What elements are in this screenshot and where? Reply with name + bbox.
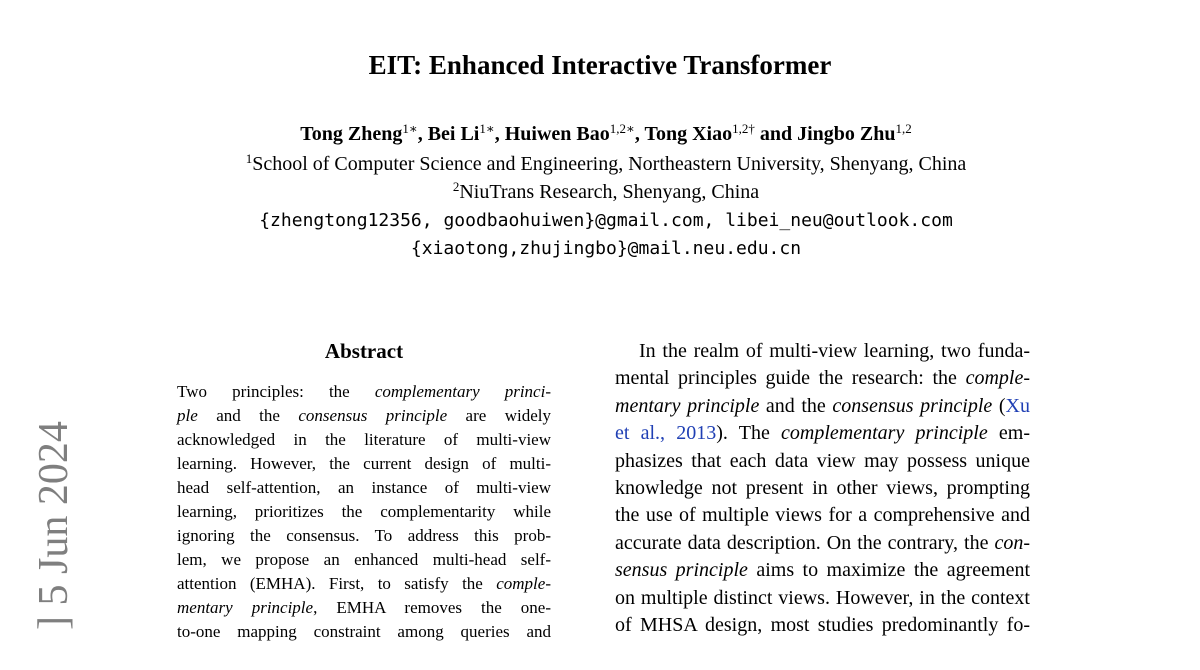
emphasized-text: complementary principle bbox=[781, 422, 988, 445]
author-separator: and bbox=[754, 123, 798, 145]
emphasized-text: consensus principle bbox=[298, 406, 448, 425]
text-run: mental principles guide the research: the bbox=[615, 367, 966, 390]
author-affiliation-marker: 1,2∗ bbox=[609, 121, 635, 136]
author-affiliation-marker: 1∗ bbox=[402, 121, 418, 136]
introduction-body bbox=[615, 338, 1030, 639]
text-line bbox=[615, 448, 1030, 475]
emphasized-text: comple- bbox=[965, 367, 1030, 390]
text-run: ignoring the consensus. To address this prob- bbox=[177, 526, 551, 545]
emphasized-text: consensus principle bbox=[832, 394, 993, 417]
text-run: em- bbox=[987, 422, 1030, 445]
emphasized-text: complementary princi- bbox=[374, 382, 551, 401]
email-line-1: {zhengtong12356, goodbaohuiwen}@gmail.com, libei_neu@outlook.com bbox=[259, 210, 953, 231]
author-name: Tong Xiao bbox=[644, 123, 733, 145]
emphasized-text: sensus principle bbox=[615, 559, 748, 582]
text-run: ( bbox=[992, 394, 1006, 417]
text-run: , EMHA removes the one- bbox=[313, 598, 551, 617]
text-run: learning. However, the current design of multi- bbox=[177, 454, 551, 473]
author-affiliation-marker: 1,2† bbox=[732, 121, 755, 136]
text-line bbox=[177, 596, 551, 620]
author-affiliation-marker: 1∗ bbox=[479, 121, 495, 136]
citation-link[interactable]: et al., 2013 bbox=[615, 422, 717, 445]
affiliation-text: School of Computer Science and Engineering, Northeastern University, Shenyang, China bbox=[252, 153, 967, 175]
text-line bbox=[177, 620, 551, 644]
text-run: are widely bbox=[447, 406, 551, 425]
author-name: Jingbo Zhu bbox=[797, 123, 896, 145]
affiliation-marker: 1 bbox=[245, 151, 253, 166]
emphasized-text: mentary principle bbox=[177, 598, 314, 617]
affiliation-2 bbox=[0, 178, 1200, 206]
author-list bbox=[0, 120, 1200, 148]
text-run: the use of multiple views for a comprehensive and bbox=[615, 504, 1030, 527]
author-separator: , bbox=[494, 123, 505, 145]
emphasized-text: comple- bbox=[496, 574, 551, 593]
text-line bbox=[615, 612, 1030, 639]
affiliation-marker: 2 bbox=[452, 179, 460, 194]
emphasized-text: mentary principle bbox=[615, 394, 760, 417]
text-line bbox=[177, 428, 551, 452]
author-separator: , bbox=[417, 123, 428, 145]
text-line bbox=[615, 393, 1030, 420]
text-run: acknowledged in the literature of multi-view bbox=[177, 430, 551, 449]
paper-title: EIT: Enhanced Interactive Transformer bbox=[368, 50, 832, 80]
text-line bbox=[615, 557, 1030, 584]
arxiv-stamp-text: ] 5 Jun 2024 bbox=[31, 421, 77, 630]
text-run: Two principles: the bbox=[177, 382, 375, 401]
citation-link[interactable]: Xu bbox=[1005, 394, 1030, 417]
text-run: of MHSA design, most studies predominantly fo- bbox=[615, 614, 1030, 637]
text-run: and the bbox=[759, 394, 833, 417]
text-line bbox=[615, 585, 1030, 612]
text-line bbox=[177, 404, 551, 428]
text-run: accurate data description. On the contrary, the bbox=[615, 531, 995, 554]
text-line bbox=[615, 338, 1030, 365]
text-run: head self-attention, an instance of multi-view bbox=[177, 478, 551, 497]
author-name: Bei Li bbox=[427, 123, 480, 145]
text-run: to-one mapping constraint among queries and bbox=[177, 622, 551, 641]
text-line bbox=[177, 452, 551, 476]
text-line bbox=[615, 475, 1030, 502]
affiliation-1 bbox=[0, 150, 1200, 178]
text-line bbox=[177, 380, 551, 404]
text-line bbox=[177, 476, 551, 500]
author-name: Huiwen Bao bbox=[504, 123, 610, 145]
text-line bbox=[177, 524, 551, 548]
text-run: knowledge not present in other views, prompting bbox=[615, 477, 1030, 500]
text-run: attention (EMHA). First, to satisfy the bbox=[177, 574, 497, 593]
text-run: phasizes that each data view may possess unique bbox=[615, 449, 1030, 472]
text-line bbox=[615, 420, 1030, 447]
text-line bbox=[177, 500, 551, 524]
text-run: In the realm of multi-view learning, two funda- bbox=[639, 340, 1030, 362]
text-line bbox=[177, 572, 551, 596]
author-affiliation-marker: 1,2 bbox=[895, 121, 912, 136]
text-run: lem, we propose an enhanced multi-head self- bbox=[177, 550, 551, 569]
author-name: Tong Zheng bbox=[300, 123, 403, 145]
emphasized-text: con- bbox=[994, 531, 1030, 554]
text-run: and the bbox=[197, 406, 299, 425]
abstract-heading: Abstract bbox=[324, 339, 404, 363]
text-line bbox=[615, 365, 1030, 392]
text-run: learning, prioritizes the complementarity while bbox=[177, 502, 551, 521]
author-separator: , bbox=[634, 123, 645, 145]
text-run: on multiple distinct views. However, in the context bbox=[615, 586, 1030, 609]
emphasized-text: ple bbox=[177, 406, 198, 425]
email-line-2: {xiaotong,zhujingbo}@mail.neu.edu.cn bbox=[410, 238, 802, 259]
abstract-body bbox=[177, 380, 551, 644]
affiliation-text: NiuTrans Research, Shenyang, China bbox=[459, 181, 760, 203]
text-run: ). The bbox=[716, 422, 782, 445]
text-run: aims to maximize the agreement bbox=[747, 559, 1031, 582]
text-line bbox=[177, 548, 551, 572]
text-line bbox=[615, 502, 1030, 529]
arxiv-side-stamp bbox=[30, 421, 78, 670]
text-line bbox=[615, 530, 1030, 557]
